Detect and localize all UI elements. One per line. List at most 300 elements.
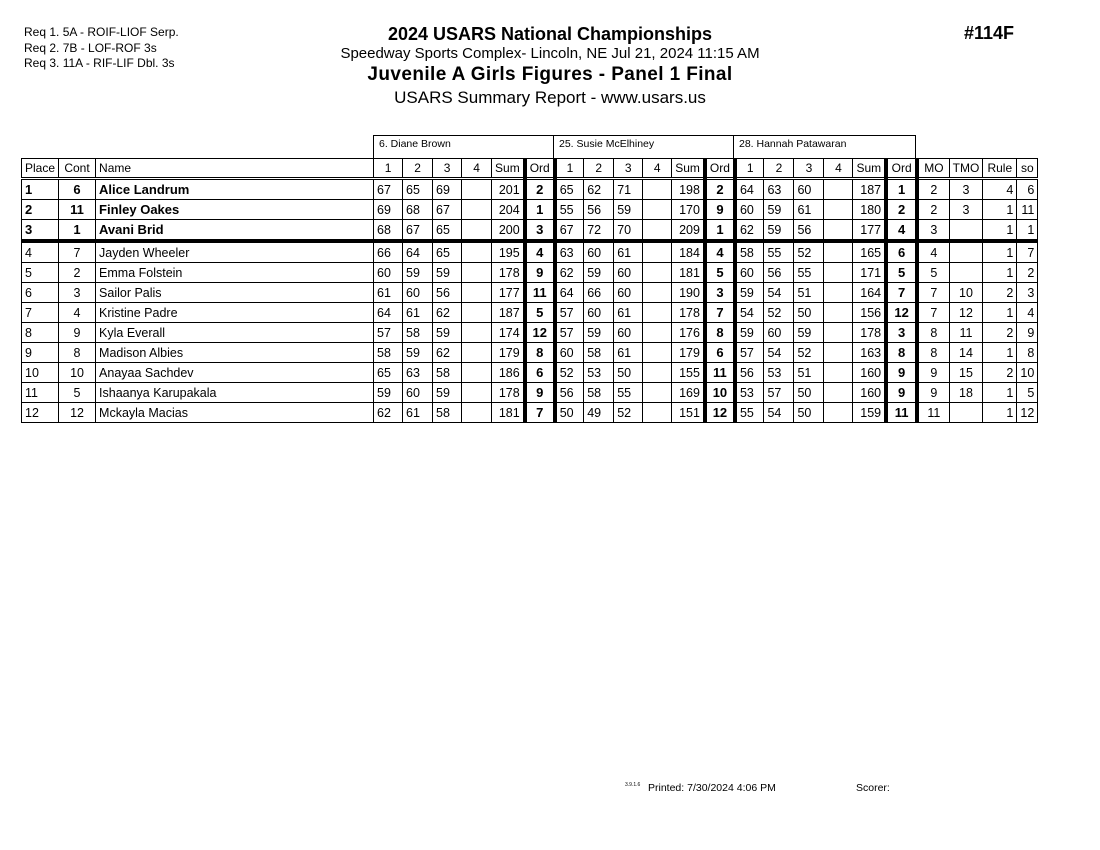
so-cell: 12 <box>1017 403 1038 423</box>
judge3-fig1-score: 62 <box>735 220 764 242</box>
judge3-sum-cell: 159 <box>853 403 886 423</box>
col-j1-fig3: 3 <box>433 159 462 179</box>
cont-cell: 7 <box>59 241 96 263</box>
skater-name-cell: Ishaanya Karupakala <box>96 383 374 403</box>
mo-cell: 8 <box>917 343 949 363</box>
judge2-fig4-score <box>643 283 672 303</box>
judge1-fig2-score: 58 <box>403 323 433 343</box>
judge1-fig2-score: 68 <box>403 200 433 220</box>
col-cont: Cont <box>59 159 96 179</box>
rule-cell: 1 <box>983 383 1017 403</box>
skater-name-cell: Anayaa Sachdev <box>96 363 374 383</box>
judge1-fig3-score: 65 <box>433 241 462 263</box>
judge1-fig2-score: 61 <box>403 303 433 323</box>
col-j3-fig2: 2 <box>764 159 794 179</box>
judge2-sum-cell: 179 <box>672 343 705 363</box>
rule-cell: 4 <box>983 179 1017 200</box>
judge2-fig1-score: 55 <box>555 200 584 220</box>
judge2-fig3-score: 60 <box>614 263 643 283</box>
so-cell: 9 <box>1017 323 1038 343</box>
scorer-label: Scorer: <box>856 782 890 794</box>
report-header <box>300 23 800 109</box>
judge3-fig3-score: 50 <box>794 303 824 323</box>
col-j1-ord: Ord <box>525 159 555 179</box>
table-row <box>22 383 1038 403</box>
judge1-ordinal-cell: 7 <box>525 403 555 423</box>
judge-header-2: 25. Susie McElhiney <box>553 135 734 159</box>
table-row <box>22 343 1038 363</box>
tmo-cell <box>949 220 983 242</box>
cont-cell: 11 <box>59 200 96 220</box>
tmo-cell: 10 <box>949 283 983 303</box>
judge2-ordinal-cell: 4 <box>705 241 735 263</box>
rule-cell: 2 <box>983 323 1017 343</box>
judge3-fig4-score <box>824 323 853 343</box>
judge3-ordinal-cell: 4 <box>886 220 917 242</box>
judge2-fig1-score: 52 <box>555 363 584 383</box>
judge2-fig3-score: 55 <box>614 383 643 403</box>
rule-cell: 1 <box>983 403 1017 423</box>
judge2-fig4-score <box>643 383 672 403</box>
place-cell: 1 <box>22 179 59 200</box>
skater-name-cell: Sailor Palis <box>96 283 374 303</box>
judge3-fig3-score: 61 <box>794 200 824 220</box>
judge1-fig4-score <box>462 263 492 283</box>
judge3-fig4-score <box>824 200 853 220</box>
col-mo: MO <box>917 159 949 179</box>
judge2-sum-cell: 181 <box>672 263 705 283</box>
judge3-fig2-score: 59 <box>764 200 794 220</box>
cont-cell: 12 <box>59 403 96 423</box>
judge2-fig4-score <box>643 363 672 383</box>
judge2-sum-cell: 198 <box>672 179 705 200</box>
judge2-fig3-score: 59 <box>614 200 643 220</box>
place-cell: 8 <box>22 323 59 343</box>
table-row <box>22 283 1038 303</box>
judge2-sum-cell: 155 <box>672 363 705 383</box>
col-j2-sum: Sum <box>672 159 705 179</box>
judge1-fig4-score <box>462 179 492 200</box>
judge2-ordinal-cell: 7 <box>705 303 735 323</box>
mo-cell: 11 <box>917 403 949 423</box>
judge2-fig2-score: 49 <box>584 403 614 423</box>
judge-header-1: 6. Diane Brown <box>373 135 554 159</box>
rule-cell: 1 <box>983 303 1017 323</box>
judge1-fig2-score: 59 <box>403 343 433 363</box>
judge3-sum-cell: 177 <box>853 220 886 242</box>
judge3-ordinal-cell: 5 <box>886 263 917 283</box>
col-j2-fig4: 4 <box>643 159 672 179</box>
judge3-fig4-score <box>824 179 853 200</box>
judge3-sum-cell: 180 <box>853 200 886 220</box>
cont-cell: 6 <box>59 179 96 200</box>
judge2-fig1-score: 65 <box>555 179 584 200</box>
judge2-fig2-score: 59 <box>584 323 614 343</box>
judge1-fig1-score: 59 <box>374 383 403 403</box>
judge1-fig1-score: 64 <box>374 303 403 323</box>
judge2-fig2-score: 66 <box>584 283 614 303</box>
col-so: so <box>1017 159 1038 179</box>
judge1-fig3-score: 62 <box>433 303 462 323</box>
judge2-ordinal-cell: 2 <box>705 179 735 200</box>
judge1-sum-cell: 181 <box>492 403 525 423</box>
cont-cell: 1 <box>59 220 96 242</box>
judge3-fig3-score: 50 <box>794 403 824 423</box>
judge1-fig1-score: 61 <box>374 283 403 303</box>
cont-cell: 10 <box>59 363 96 383</box>
col-j1-fig1: 1 <box>374 159 403 179</box>
judge1-fig2-score: 60 <box>403 383 433 403</box>
judge3-fig1-score: 55 <box>735 403 764 423</box>
event-number: #114F <box>964 23 1015 43</box>
judge2-fig1-score: 50 <box>555 403 584 423</box>
judge2-fig2-score: 58 <box>584 343 614 363</box>
judge2-fig3-score: 71 <box>614 179 643 200</box>
judge1-ordinal-cell: 9 <box>525 263 555 283</box>
judge1-sum-cell: 187 <box>492 303 525 323</box>
so-cell: 7 <box>1017 241 1038 263</box>
judge2-fig2-score: 58 <box>584 383 614 403</box>
event-title: Juvenile A Girls Figures - Panel 1 Final <box>367 64 733 85</box>
place-cell: 9 <box>22 343 59 363</box>
so-cell: 5 <box>1017 383 1038 403</box>
mo-cell: 7 <box>917 303 949 323</box>
judge3-fig1-score: 58 <box>735 241 764 263</box>
skater-name-cell: Jayden Wheeler <box>96 241 374 263</box>
judge3-fig3-score: 60 <box>794 179 824 200</box>
judge1-fig3-score: 59 <box>433 263 462 283</box>
judge1-fig3-score: 65 <box>433 220 462 242</box>
judge3-sum-cell: 156 <box>853 303 886 323</box>
judge1-fig2-score: 59 <box>403 263 433 283</box>
judge3-sum-cell: 163 <box>853 343 886 363</box>
place-cell: 10 <box>22 363 59 383</box>
judge3-fig2-score: 53 <box>764 363 794 383</box>
requirement-3: Req 3. 11A - RIF-LIF Dbl. 3s <box>24 56 175 70</box>
rule-cell: 1 <box>983 220 1017 242</box>
judge2-fig1-score: 63 <box>555 241 584 263</box>
judge3-fig4-score <box>824 241 853 263</box>
judge2-fig3-score: 70 <box>614 220 643 242</box>
printed-timestamp: Printed: 7/30/2024 4:06 PM <box>648 782 776 794</box>
judge3-fig2-score: 55 <box>764 241 794 263</box>
skater-name-cell: Emma Folstein <box>96 263 374 283</box>
judge1-ordinal-cell: 5 <box>525 303 555 323</box>
judge2-ordinal-cell: 1 <box>705 220 735 242</box>
judge3-sum-cell: 187 <box>853 179 886 200</box>
judge1-fig2-score: 60 <box>403 283 433 303</box>
judge3-fig3-score: 52 <box>794 241 824 263</box>
judge2-ordinal-cell: 5 <box>705 263 735 283</box>
col-j2-fig2: 2 <box>584 159 614 179</box>
judge2-ordinal-cell: 6 <box>705 343 735 363</box>
col-name: Name <box>96 159 374 179</box>
so-cell: 11 <box>1017 200 1038 220</box>
judge1-ordinal-cell: 8 <box>525 343 555 363</box>
col-j3-fig4: 4 <box>824 159 853 179</box>
table-row <box>22 241 1038 263</box>
judge1-fig3-score: 58 <box>433 363 462 383</box>
judge2-fig4-score <box>643 263 672 283</box>
judge3-ordinal-cell: 8 <box>886 343 917 363</box>
requirement-1: Req 1. 5A - ROIF-LIOF Serp. <box>24 25 179 39</box>
mo-cell: 2 <box>917 179 949 200</box>
cont-cell: 5 <box>59 383 96 403</box>
place-cell: 4 <box>22 241 59 263</box>
so-cell: 10 <box>1017 363 1038 383</box>
table-row <box>22 220 1038 242</box>
col-place: Place <box>22 159 59 179</box>
mo-cell: 8 <box>917 323 949 343</box>
judge1-fig1-score: 69 <box>374 200 403 220</box>
judge3-fig2-score: 54 <box>764 283 794 303</box>
judge2-fig4-score <box>643 200 672 220</box>
tmo-cell <box>949 263 983 283</box>
tmo-cell: 3 <box>949 179 983 200</box>
judge1-fig2-score: 63 <box>403 363 433 383</box>
judge2-fig2-score: 72 <box>584 220 614 242</box>
judge3-sum-cell: 160 <box>853 363 886 383</box>
col-tmo: TMO <box>949 159 983 179</box>
software-version: 3.9.1.6 <box>625 782 641 788</box>
tmo-cell: 11 <box>949 323 983 343</box>
judge1-fig2-score: 65 <box>403 179 433 200</box>
judge1-fig3-score: 59 <box>433 383 462 403</box>
judge1-sum-cell: 178 <box>492 383 525 403</box>
judge3-fig2-score: 59 <box>764 220 794 242</box>
requirement-2: Req 2. 7B - LOF-ROF 3s <box>24 40 157 55</box>
judge3-fig2-score: 63 <box>764 179 794 200</box>
judge1-fig4-score <box>462 403 492 423</box>
so-cell: 1 <box>1017 220 1038 242</box>
judge2-fig4-score <box>643 323 672 343</box>
requirements-list <box>24 25 179 72</box>
judge1-fig4-score <box>462 323 492 343</box>
judge1-fig1-score: 67 <box>374 179 403 200</box>
judge3-fig2-score: 52 <box>764 303 794 323</box>
col-j1-fig4: 4 <box>462 159 492 179</box>
place-cell: 6 <box>22 283 59 303</box>
championship-title: 2024 USARS National Championships <box>387 24 713 44</box>
judge2-sum-cell: 178 <box>672 303 705 323</box>
judge3-ordinal-cell: 7 <box>886 283 917 303</box>
judge1-fig3-score: 62 <box>433 343 462 363</box>
judge2-fig1-score: 62 <box>555 263 584 283</box>
col-j3-fig3: 3 <box>794 159 824 179</box>
mo-cell: 9 <box>917 383 949 403</box>
judge3-ordinal-cell: 6 <box>886 241 917 263</box>
judge1-fig3-score: 56 <box>433 283 462 303</box>
judge2-fig3-score: 60 <box>614 323 643 343</box>
judge2-fig4-score <box>643 241 672 263</box>
judge3-sum-cell: 160 <box>853 383 886 403</box>
judge2-fig2-score: 56 <box>584 200 614 220</box>
judge2-sum-cell: 170 <box>672 200 705 220</box>
judge1-ordinal-cell: 1 <box>525 200 555 220</box>
judge3-fig1-score: 59 <box>735 323 764 343</box>
mo-cell: 9 <box>917 363 949 383</box>
judge2-sum-cell: 209 <box>672 220 705 242</box>
skater-name-cell: Kristine Padre <box>96 303 374 323</box>
place-cell: 12 <box>22 403 59 423</box>
judge1-fig4-score <box>462 303 492 323</box>
tmo-cell: 18 <box>949 383 983 403</box>
judge3-fig2-score: 60 <box>764 323 794 343</box>
judge3-fig1-score: 59 <box>735 283 764 303</box>
judge2-fig2-score: 59 <box>584 263 614 283</box>
judge3-ordinal-cell: 11 <box>886 403 917 423</box>
judge3-fig3-score: 51 <box>794 283 824 303</box>
judge2-fig4-score <box>643 303 672 323</box>
judge3-fig3-score: 59 <box>794 323 824 343</box>
so-cell: 3 <box>1017 283 1038 303</box>
judge2-fig2-score: 53 <box>584 363 614 383</box>
rule-cell: 1 <box>983 200 1017 220</box>
judge2-sum-cell: 151 <box>672 403 705 423</box>
table-row <box>22 323 1038 343</box>
cont-cell: 8 <box>59 343 96 363</box>
judge2-ordinal-cell: 9 <box>705 200 735 220</box>
judge2-fig1-score: 56 <box>555 383 584 403</box>
judge2-fig1-score: 57 <box>555 303 584 323</box>
judge2-fig3-score: 60 <box>614 283 643 303</box>
rule-cell: 1 <box>983 263 1017 283</box>
mo-cell: 3 <box>917 220 949 242</box>
judge1-fig4-score <box>462 343 492 363</box>
judge1-fig3-score: 69 <box>433 179 462 200</box>
col-j2-ord: Ord <box>705 159 735 179</box>
tmo-cell: 14 <box>949 343 983 363</box>
judge2-ordinal-cell: 8 <box>705 323 735 343</box>
judge3-ordinal-cell: 9 <box>886 363 917 383</box>
tmo-cell: 15 <box>949 363 983 383</box>
judge1-sum-cell: 174 <box>492 323 525 343</box>
judge2-fig3-score: 52 <box>614 403 643 423</box>
judge1-fig1-score: 57 <box>374 323 403 343</box>
judge1-fig2-score: 61 <box>403 403 433 423</box>
judge1-fig4-score <box>462 220 492 242</box>
judge3-fig1-score: 56 <box>735 363 764 383</box>
judge1-fig1-score: 62 <box>374 403 403 423</box>
judge2-sum-cell: 169 <box>672 383 705 403</box>
judge3-ordinal-cell: 3 <box>886 323 917 343</box>
place-cell: 2 <box>22 200 59 220</box>
place-cell: 7 <box>22 303 59 323</box>
rule-cell: 2 <box>983 283 1017 303</box>
judge1-fig1-score: 65 <box>374 363 403 383</box>
judge2-ordinal-cell: 11 <box>705 363 735 383</box>
judge3-fig2-score: 54 <box>764 403 794 423</box>
tmo-cell: 12 <box>949 303 983 323</box>
judge3-fig3-score: 56 <box>794 220 824 242</box>
judge2-ordinal-cell: 3 <box>705 283 735 303</box>
skater-name-cell: Finley Oakes <box>96 200 374 220</box>
judge1-ordinal-cell: 9 <box>525 383 555 403</box>
mo-cell: 4 <box>917 241 949 263</box>
judge2-fig4-score <box>643 220 672 242</box>
judge1-sum-cell: 200 <box>492 220 525 242</box>
judge2-fig1-score: 60 <box>555 343 584 363</box>
judge3-fig4-score <box>824 363 853 383</box>
col-j3-ord: Ord <box>886 159 917 179</box>
judge3-fig3-score: 52 <box>794 343 824 363</box>
judge3-ordinal-cell: 12 <box>886 303 917 323</box>
judge1-fig4-score <box>462 283 492 303</box>
col-j1-sum: Sum <box>492 159 525 179</box>
judge2-fig3-score: 61 <box>614 343 643 363</box>
judge3-fig3-score: 50 <box>794 383 824 403</box>
judge2-ordinal-cell: 12 <box>705 403 735 423</box>
judge1-fig4-score <box>462 200 492 220</box>
judge1-fig1-score: 58 <box>374 343 403 363</box>
table-row <box>22 303 1038 323</box>
judge3-sum-cell: 165 <box>853 241 886 263</box>
col-j3-fig1: 1 <box>735 159 764 179</box>
judge3-fig4-score <box>824 220 853 242</box>
judge3-fig1-score: 53 <box>735 383 764 403</box>
judge2-fig1-score: 64 <box>555 283 584 303</box>
skater-name-cell: Alice Landrum <box>96 179 374 200</box>
judge1-fig4-score <box>462 241 492 263</box>
judge3-fig4-score <box>824 383 853 403</box>
judge-header-3: 28. Hannah Patawaran <box>733 135 916 159</box>
judge3-sum-cell: 171 <box>853 263 886 283</box>
judge2-fig1-score: 57 <box>555 323 584 343</box>
judge2-fig3-score: 61 <box>614 241 643 263</box>
judge3-fig4-score <box>824 283 853 303</box>
judge1-fig1-score: 66 <box>374 241 403 263</box>
place-cell: 3 <box>22 220 59 242</box>
col-rule: Rule <box>983 159 1017 179</box>
judge3-fig4-score <box>824 303 853 323</box>
judge3-ordinal-cell: 9 <box>886 383 917 403</box>
judge2-fig3-score: 50 <box>614 363 643 383</box>
judge3-fig1-score: 54 <box>735 303 764 323</box>
judge1-ordinal-cell: 6 <box>525 363 555 383</box>
judge1-sum-cell: 195 <box>492 241 525 263</box>
judge2-ordinal-cell: 10 <box>705 383 735 403</box>
judge1-sum-cell: 178 <box>492 263 525 283</box>
cont-cell: 3 <box>59 283 96 303</box>
table-row <box>22 179 1038 200</box>
judge3-fig4-score <box>824 403 853 423</box>
report-subtitle: USARS Summary Report - www.usars.us <box>394 88 706 107</box>
skater-name-cell: Mckayla Macias <box>96 403 374 423</box>
judge1-sum-cell: 179 <box>492 343 525 363</box>
tmo-cell: 3 <box>949 200 983 220</box>
judge3-ordinal-cell: 1 <box>886 179 917 200</box>
judge2-fig3-score: 61 <box>614 303 643 323</box>
judge2-fig2-score: 60 <box>584 241 614 263</box>
judge3-fig1-score: 60 <box>735 200 764 220</box>
tmo-cell <box>949 403 983 423</box>
judge1-fig4-score <box>462 363 492 383</box>
judge3-fig4-score <box>824 343 853 363</box>
place-cell: 11 <box>22 383 59 403</box>
judge1-ordinal-cell: 11 <box>525 283 555 303</box>
cont-cell: 9 <box>59 323 96 343</box>
mo-cell: 7 <box>917 283 949 303</box>
judge3-ordinal-cell: 2 <box>886 200 917 220</box>
mo-cell: 2 <box>917 200 949 220</box>
venue-date: Speedway Sports Complex- Lincoln, NE Jul 21, 2024 11:15 AM <box>340 45 760 62</box>
judge1-sum-cell: 204 <box>492 200 525 220</box>
judge1-ordinal-cell: 2 <box>525 179 555 200</box>
table-row <box>22 263 1038 283</box>
judge1-ordinal-cell: 4 <box>525 241 555 263</box>
table-row <box>22 363 1038 383</box>
judge3-sum-cell: 178 <box>853 323 886 343</box>
